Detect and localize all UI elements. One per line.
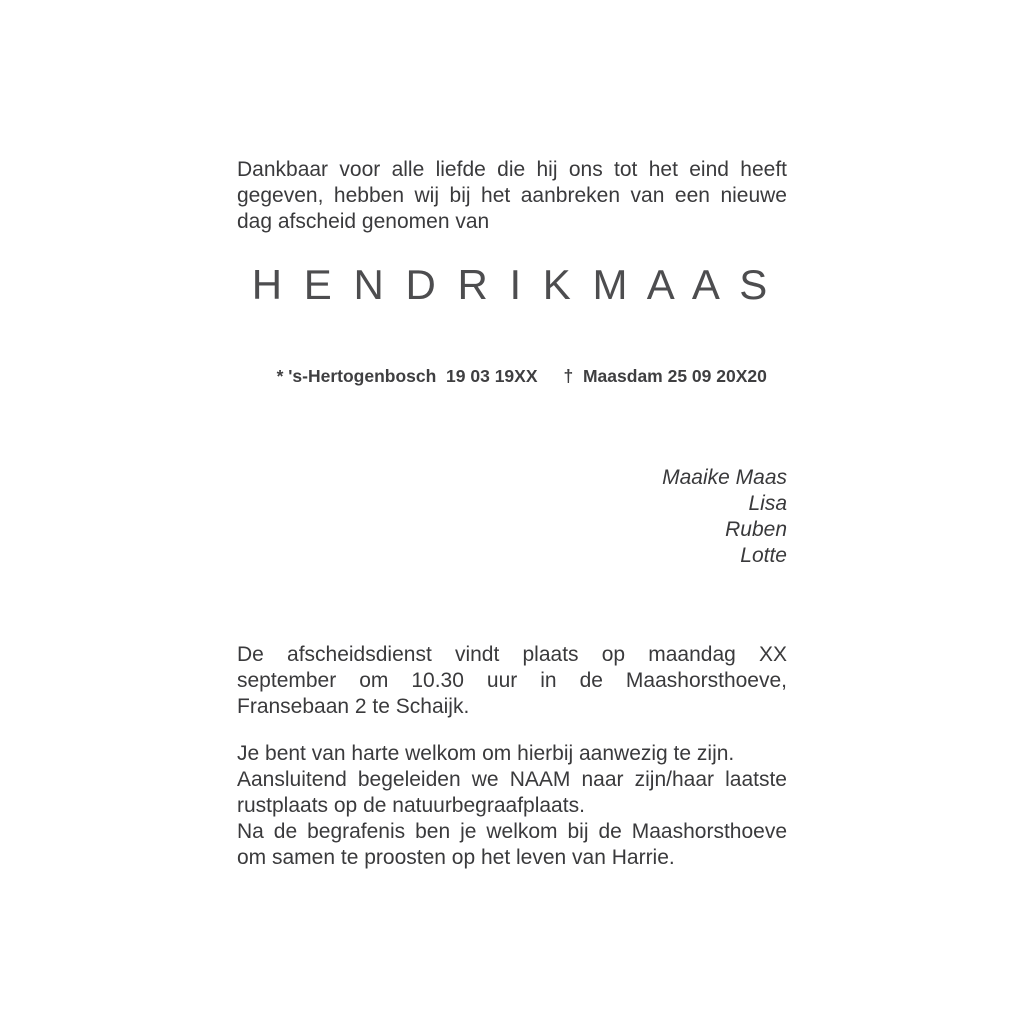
relatives-list [237,465,787,569]
intro-line-1: Dankbaar voor alle liefde die hij ons tot het eind heeft [237,158,787,181]
relative-name-1: Maaike Maas [662,466,787,489]
birth-death-line [237,340,787,412]
intro-line-3: dag afscheid genomen van [237,210,490,233]
relative-name-3: Ruben [725,518,787,541]
closing-line-1: Je bent van harte welkom om hierbij aanwezig te zijn. [237,742,735,765]
closing-line-3: rustplaats op de natuurbegraafplaats. [237,794,585,817]
birth-info: * 's-Hertogenbosch 19 03 19XX [276,366,538,386]
service-line-2: september om 10.30 uur in de Maashorsthoeve, [237,669,787,692]
service-paragraph [237,642,787,720]
closing-line-2: Aansluitend begeleiden we NAAM naar zijn/haar laatste [237,768,787,791]
relative-name-2: Lisa [748,492,787,515]
relative-name-4: Lotte [740,544,787,567]
closing-paragraph [237,741,787,871]
intro-line-2: gegeven, hebben wij bij het aanbreken van een nieuwe [237,184,787,207]
closing-line-4: Na de begrafenis ben je welkom bij de Maashorsthoeve [237,820,787,843]
closing-line-5: om samen te proosten op het leven van Harrie. [237,846,675,869]
service-line-3: Fransebaan 2 te Schaijk. [237,695,470,718]
deceased-name: H E N D R I K M A A S [251,261,773,308]
death-info: † Maasdam 25 09 20X20 [563,366,767,386]
service-line-1: De afscheidsdienst vindt plaats op maandag XX [237,643,787,666]
intro-paragraph [237,157,787,235]
